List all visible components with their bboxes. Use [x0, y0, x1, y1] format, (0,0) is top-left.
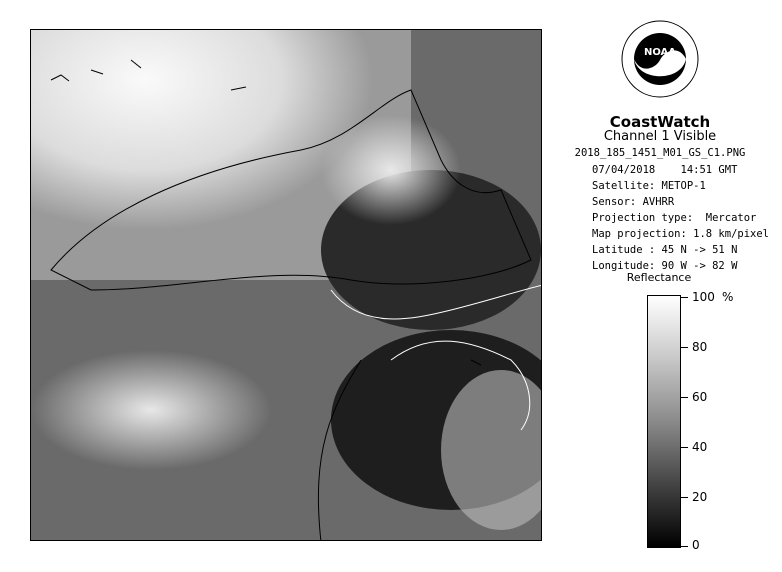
satellite-image — [30, 29, 542, 541]
reflectance-colorbar — [647, 295, 681, 548]
colorbar-tick — [681, 397, 688, 398]
colorbar-tick-label: 80 — [692, 340, 708, 354]
satellite-map-svg — [31, 30, 542, 541]
colorbar-tick-label: 100 — [692, 290, 715, 304]
colorbar-title: Reflectance — [626, 271, 692, 284]
colorbar-tick — [681, 447, 688, 448]
channel-subtitle: Channel 1 Visible — [603, 129, 717, 144]
colorbar-tick — [681, 297, 688, 298]
cloud-band-south — [31, 350, 271, 470]
colorbar-tick — [681, 347, 688, 348]
logo-wordmark: NOAA — [643, 47, 677, 58]
colorbar-tick-label: 40 — [692, 440, 708, 454]
map-projection-resolution: Map projection: 1.8 km/pixel — [592, 228, 770, 240]
cloud-swirl-center — [321, 115, 461, 225]
noaa-logo — [621, 20, 699, 98]
colorbar-tick-label: 60 — [692, 390, 708, 404]
colorbar-tick — [681, 497, 688, 498]
sensor-name: Sensor: AVHRR — [592, 196, 675, 208]
colorbar-tick-label: 20 — [692, 490, 708, 504]
colorbar-tick — [681, 546, 688, 547]
latitude-range: Latitude : 45 N -> 51 N — [592, 244, 738, 256]
colorbar-unit: % — [722, 290, 734, 304]
image-filename: 2018_185_1451_M01_GS_C1.PNG — [574, 147, 746, 159]
product-title: CoastWatch — [609, 113, 711, 131]
projection-type: Projection type: Mercator — [592, 212, 757, 224]
colorbar-tick-label: 0 — [692, 538, 700, 552]
satellite-name: Satellite: METOP-1 — [592, 180, 706, 192]
date-time: 07/04/2018 14:51 GMT — [592, 164, 738, 176]
longitude-range: Longitude: 90 W -> 82 W — [592, 260, 738, 272]
